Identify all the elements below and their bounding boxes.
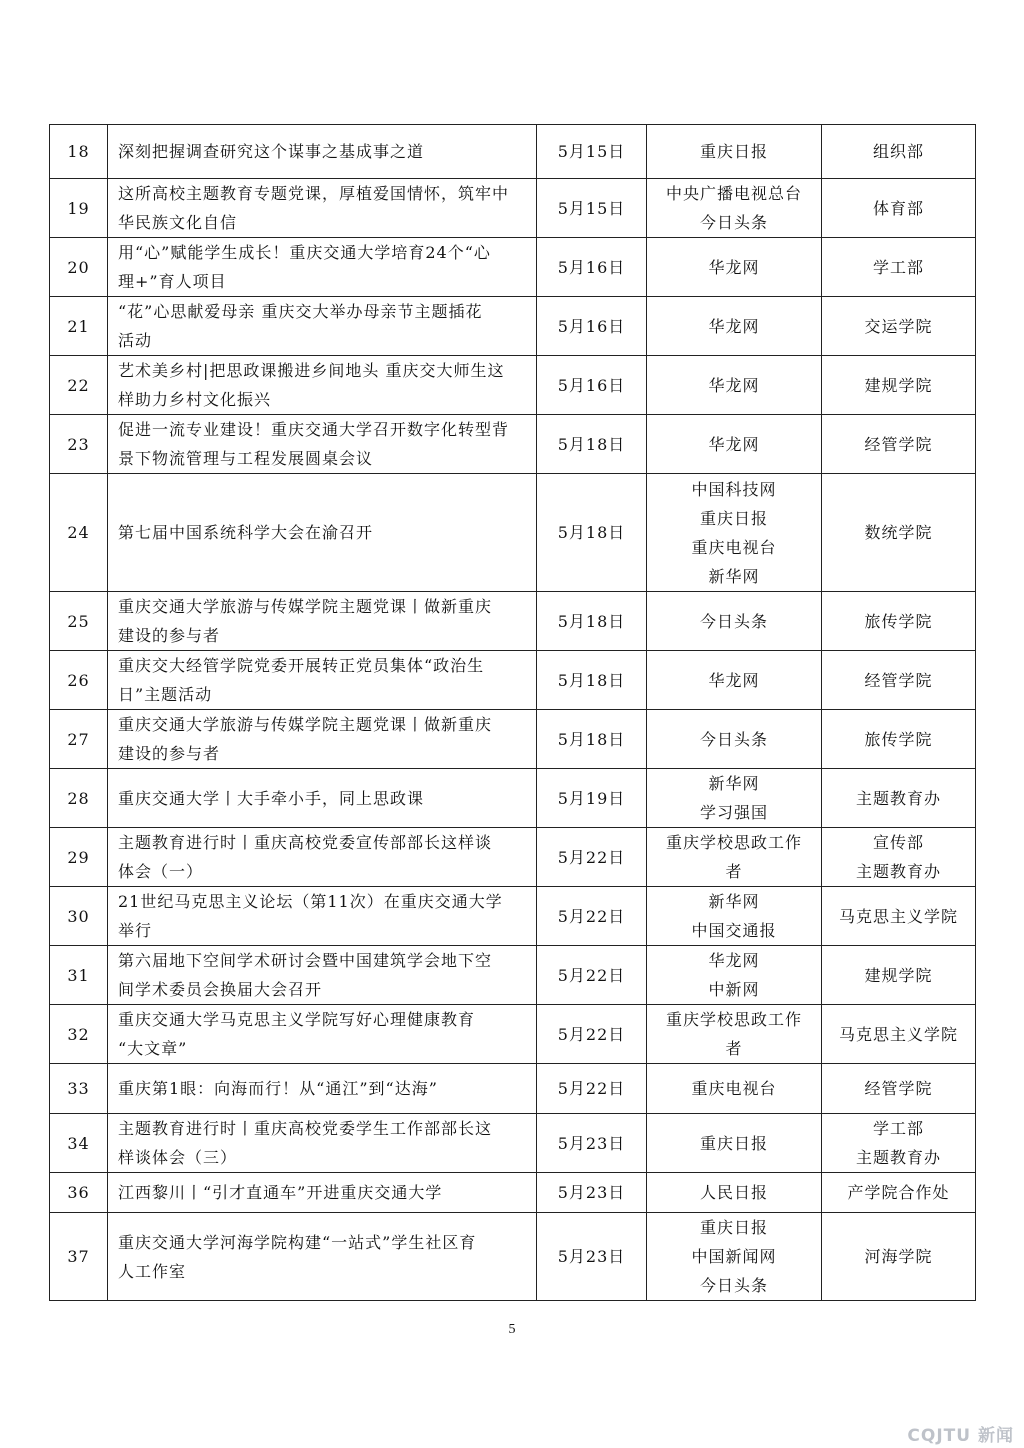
table-row xyxy=(50,769,976,828)
row-number: 25 xyxy=(50,592,108,651)
article-title-line: 重庆交通大学旅游与传媒学院主题党课丨做新重庆 xyxy=(118,597,493,616)
media-outlet xyxy=(647,710,822,769)
row-number: 26 xyxy=(50,651,108,710)
media-outlet xyxy=(647,1213,822,1301)
media-outlet-line: 新华网 xyxy=(708,892,760,911)
department xyxy=(822,1173,976,1213)
department xyxy=(822,887,976,946)
department-line: 经管学院 xyxy=(864,1079,933,1098)
article-title xyxy=(108,1213,537,1301)
department xyxy=(822,125,976,179)
department xyxy=(822,415,976,474)
article-title xyxy=(108,297,537,356)
media-outlet-line: 华龙网 xyxy=(708,257,760,277)
department-line: 主题教育办 xyxy=(855,788,941,808)
article-title xyxy=(108,1114,537,1173)
article-title xyxy=(108,592,537,651)
media-outlet xyxy=(647,238,822,297)
publish-date: 5月18日 xyxy=(537,415,647,474)
article-title-line: 样谈体会（三） xyxy=(118,1148,238,1167)
media-outlet xyxy=(647,946,822,1005)
media-outlet-line: 华龙网 xyxy=(708,375,760,395)
publish-date: 5月16日 xyxy=(537,238,647,297)
table-row xyxy=(50,1064,976,1114)
row-number: 20 xyxy=(50,238,108,297)
article-title-line: 人工作室 xyxy=(118,1261,187,1281)
department-line: 旅传学院 xyxy=(864,611,933,631)
department xyxy=(822,297,976,356)
media-outlet xyxy=(647,415,822,474)
article-title-line: 华民族文化自信 xyxy=(118,213,238,232)
table-row xyxy=(50,238,976,297)
article-title-line: 日”主题活动 xyxy=(118,685,213,704)
article-title-line: 建设的参与者 xyxy=(118,744,221,763)
article-title-line: 重庆交通大学马克思主义学院写好心理健康教育 xyxy=(118,1010,476,1029)
department-line: 宣传部 xyxy=(872,833,924,852)
media-outlet-line: 今日头条 xyxy=(699,611,768,631)
department-line: 河海学院 xyxy=(864,1247,933,1266)
publish-date: 5月16日 xyxy=(537,297,647,356)
department xyxy=(822,710,976,769)
department-line: 马克思主义学院 xyxy=(838,906,958,926)
media-outlet-line: 中新网 xyxy=(708,980,760,999)
publish-date: 5月16日 xyxy=(537,356,647,415)
publish-date: 5月18日 xyxy=(537,592,647,651)
department-line: 经管学院 xyxy=(864,434,933,454)
article-title-line: 重庆第1眼：向海而行！从“通江”到“达海” xyxy=(118,1079,438,1098)
watermark-logo: CQJTU 新闻 xyxy=(907,1426,1014,1446)
department-line: 交运学院 xyxy=(864,316,933,336)
department-line: 学工部 xyxy=(872,1119,924,1138)
publish-date: 5月18日 xyxy=(537,651,647,710)
row-number: 30 xyxy=(50,887,108,946)
media-outlet xyxy=(647,474,822,592)
article-title-line: 举行 xyxy=(118,921,153,940)
article-title xyxy=(108,828,537,887)
row-number: 19 xyxy=(50,179,108,238)
row-number: 29 xyxy=(50,828,108,887)
department xyxy=(822,828,976,887)
media-outlet-line: 重庆日报 xyxy=(699,1133,768,1153)
media-outlet-line: 华龙网 xyxy=(708,670,760,690)
media-outlet xyxy=(647,592,822,651)
article-title xyxy=(108,1005,537,1064)
article-title-line: “大文章” xyxy=(118,1039,188,1058)
department xyxy=(822,238,976,297)
publish-date: 5月22日 xyxy=(537,887,647,946)
article-title-line: 21世纪马克思主义论坛（第11次）在重庆交通大学 xyxy=(118,892,503,911)
row-number: 27 xyxy=(50,710,108,769)
department-line: 组织部 xyxy=(872,142,924,161)
article-title xyxy=(108,125,537,179)
media-outlet xyxy=(647,887,822,946)
table-row xyxy=(50,1114,976,1173)
article-title-line: 建设的参与者 xyxy=(118,626,221,645)
article-title-line: 第七届中国系统科学大会在渝召开 xyxy=(118,523,374,542)
article-title-line: 这所高校主题教育专题党课，厚植爱国情怀，筑牢中 xyxy=(118,184,510,203)
table-row xyxy=(50,1005,976,1064)
department-line: 学工部 xyxy=(872,257,924,277)
article-title xyxy=(108,710,537,769)
media-outlet xyxy=(647,297,822,356)
department xyxy=(822,651,976,710)
department xyxy=(822,769,976,828)
publish-date: 5月19日 xyxy=(537,769,647,828)
department-line: 主题教育办 xyxy=(855,1148,941,1167)
row-number: 28 xyxy=(50,769,108,828)
department xyxy=(822,946,976,1005)
media-outlet-line: 中央广播电视总台 xyxy=(665,184,802,203)
media-outlet xyxy=(647,1114,822,1173)
row-number: 24 xyxy=(50,474,108,592)
article-title-line: 主题教育进行时丨重庆高校党委宣传部部长这样谈 xyxy=(118,833,493,852)
publish-date: 5月23日 xyxy=(537,1213,647,1301)
publish-date: 5月22日 xyxy=(537,1064,647,1114)
table-row xyxy=(50,356,976,415)
article-title xyxy=(108,1173,537,1213)
row-number: 18 xyxy=(50,125,108,179)
article-title-line: 体会（一） xyxy=(118,862,204,881)
department xyxy=(822,1213,976,1301)
article-title-line: 样助力乡村文化振兴 xyxy=(118,390,272,409)
department xyxy=(822,474,976,592)
publish-date: 5月22日 xyxy=(537,1005,647,1064)
media-outlet-line: 新华网 xyxy=(708,566,760,586)
media-outlet xyxy=(647,1173,822,1213)
table-row xyxy=(50,474,976,592)
table-row xyxy=(50,651,976,710)
row-number: 32 xyxy=(50,1005,108,1064)
article-title xyxy=(108,887,537,946)
table-row xyxy=(50,946,976,1005)
article-title xyxy=(108,356,537,415)
article-title-line: 活动 xyxy=(118,331,153,350)
publish-date: 5月18日 xyxy=(537,710,647,769)
media-outlet xyxy=(647,125,822,179)
article-title xyxy=(108,651,537,710)
media-outlet-line: 人民日报 xyxy=(699,1183,768,1202)
media-outlet-line: 今日头条 xyxy=(699,729,768,749)
table-row xyxy=(50,415,976,474)
media-outlet-line: 新华网 xyxy=(708,774,760,793)
article-title xyxy=(108,474,537,592)
media-outlet xyxy=(647,651,822,710)
media-outlet-line: 重庆日报 xyxy=(699,508,768,528)
media-outlet-line: 重庆学校思政工作 xyxy=(665,833,802,852)
table-row xyxy=(50,125,976,179)
department-line: 建规学院 xyxy=(864,965,933,985)
table-row xyxy=(50,710,976,769)
article-title xyxy=(108,179,537,238)
page-number: 5 xyxy=(508,1322,516,1337)
row-number: 23 xyxy=(50,415,108,474)
department-line: 旅传学院 xyxy=(864,729,933,749)
department xyxy=(822,1064,976,1114)
article-title-line: 景下物流管理与工程发展圆桌会议 xyxy=(118,449,374,468)
media-outlet xyxy=(647,828,822,887)
row-number: 34 xyxy=(50,1114,108,1173)
article-title-line: 促进一流专业建设！重庆交通大学召开数字化转型背 xyxy=(118,420,510,439)
media-outlet-line: 华龙网 xyxy=(708,951,760,970)
media-outlet-line: 中国科技网 xyxy=(691,479,777,499)
article-title-line: 江西黎川丨“引才直通车”开进重庆交通大学 xyxy=(118,1183,443,1202)
department-line: 经管学院 xyxy=(864,670,933,690)
publish-date: 5月23日 xyxy=(537,1173,647,1213)
article-title xyxy=(108,769,537,828)
department xyxy=(822,179,976,238)
department-line: 建规学院 xyxy=(864,375,933,395)
department xyxy=(822,1114,976,1173)
media-outlet-line: 者 xyxy=(725,862,743,881)
media-outlet xyxy=(647,356,822,415)
row-number: 33 xyxy=(50,1064,108,1114)
publish-date: 5月23日 xyxy=(537,1114,647,1173)
table-row xyxy=(50,828,976,887)
media-outlet-line: 重庆电视台 xyxy=(691,537,777,557)
table-row xyxy=(50,887,976,946)
publish-date: 5月15日 xyxy=(537,125,647,179)
department-line: 数统学院 xyxy=(864,523,933,542)
article-title-line: 间学术委员会换届大会召开 xyxy=(118,980,323,999)
media-outlet-line: 华龙网 xyxy=(708,316,760,336)
department-line: 马克思主义学院 xyxy=(838,1024,958,1044)
publish-date: 5月15日 xyxy=(537,179,647,238)
media-outlet-line: 重庆学校思政工作 xyxy=(665,1010,802,1029)
media-outlet xyxy=(647,1064,822,1114)
media-outlet-line: 中国交通报 xyxy=(691,921,777,940)
article-title xyxy=(108,238,537,297)
row-number: 22 xyxy=(50,356,108,415)
department-line: 产学院合作处 xyxy=(847,1183,950,1202)
table-row xyxy=(50,592,976,651)
article-title-line: 艺术美乡村|把思政课搬进乡间地头 重庆交大师生这 xyxy=(118,361,505,380)
row-number: 36 xyxy=(50,1173,108,1213)
article-title xyxy=(108,946,537,1005)
article-title-line: 重庆交大经管学院党委开展转正党员集体“政治生 xyxy=(118,656,485,675)
article-title-line: 第六届地下空间学术研讨会暨中国建筑学会地下空 xyxy=(118,951,493,970)
department xyxy=(822,356,976,415)
article-title-line: “花”心思献爱母亲 重庆交大举办母亲节主题插花 xyxy=(118,302,483,321)
table-row xyxy=(50,179,976,238)
media-outlet-line: 者 xyxy=(725,1039,743,1058)
article-title-line: 用“心”赋能学生成长！重庆交通大学培育24个“心 xyxy=(118,243,491,262)
media-outlet xyxy=(647,179,822,238)
media-outlet-line: 今日头条 xyxy=(699,213,768,232)
department xyxy=(822,1005,976,1064)
publish-date: 5月22日 xyxy=(537,828,647,887)
article-title-line: 重庆交通大学丨大手牵小手，同上思政课 xyxy=(118,788,425,808)
media-outlet xyxy=(647,769,822,828)
row-number: 37 xyxy=(50,1213,108,1301)
row-number: 21 xyxy=(50,297,108,356)
department-line: 主题教育办 xyxy=(855,862,941,881)
article-title xyxy=(108,415,537,474)
article-title-line: 理+”育人项目 xyxy=(118,272,227,291)
media-outlet-line: 中国新闻网 xyxy=(691,1247,777,1266)
media-outlet xyxy=(647,1005,822,1064)
department-line: 体育部 xyxy=(872,198,924,218)
article-title xyxy=(108,1064,537,1114)
media-outlet-line: 华龙网 xyxy=(708,434,760,454)
table-row xyxy=(50,1173,976,1213)
table-row xyxy=(50,297,976,356)
table-row xyxy=(50,1213,976,1301)
row-number: 31 xyxy=(50,946,108,1005)
table-body xyxy=(50,125,976,1301)
department xyxy=(822,592,976,651)
article-title-line: 重庆交通大学河海学院构建“一站式”学生社区育 xyxy=(118,1232,477,1252)
media-outlet-line: 重庆电视台 xyxy=(691,1079,777,1098)
publish-date: 5月18日 xyxy=(537,474,647,592)
media-outlet-line: 学习强国 xyxy=(699,803,768,822)
publish-date: 5月22日 xyxy=(537,946,647,1005)
media-outlet-line: 今日头条 xyxy=(699,1276,768,1295)
media-outlet-line: 重庆日报 xyxy=(699,142,768,161)
article-title-line: 主题教育进行时丨重庆高校党委学生工作部部长这 xyxy=(118,1119,493,1138)
article-title-line: 深刻把握调查研究这个谋事之基成事之道 xyxy=(118,142,425,161)
media-coverage-table xyxy=(49,124,976,1301)
article-title-line: 重庆交通大学旅游与传媒学院主题党课丨做新重庆 xyxy=(118,715,493,734)
media-outlet-line: 重庆日报 xyxy=(699,1218,768,1237)
